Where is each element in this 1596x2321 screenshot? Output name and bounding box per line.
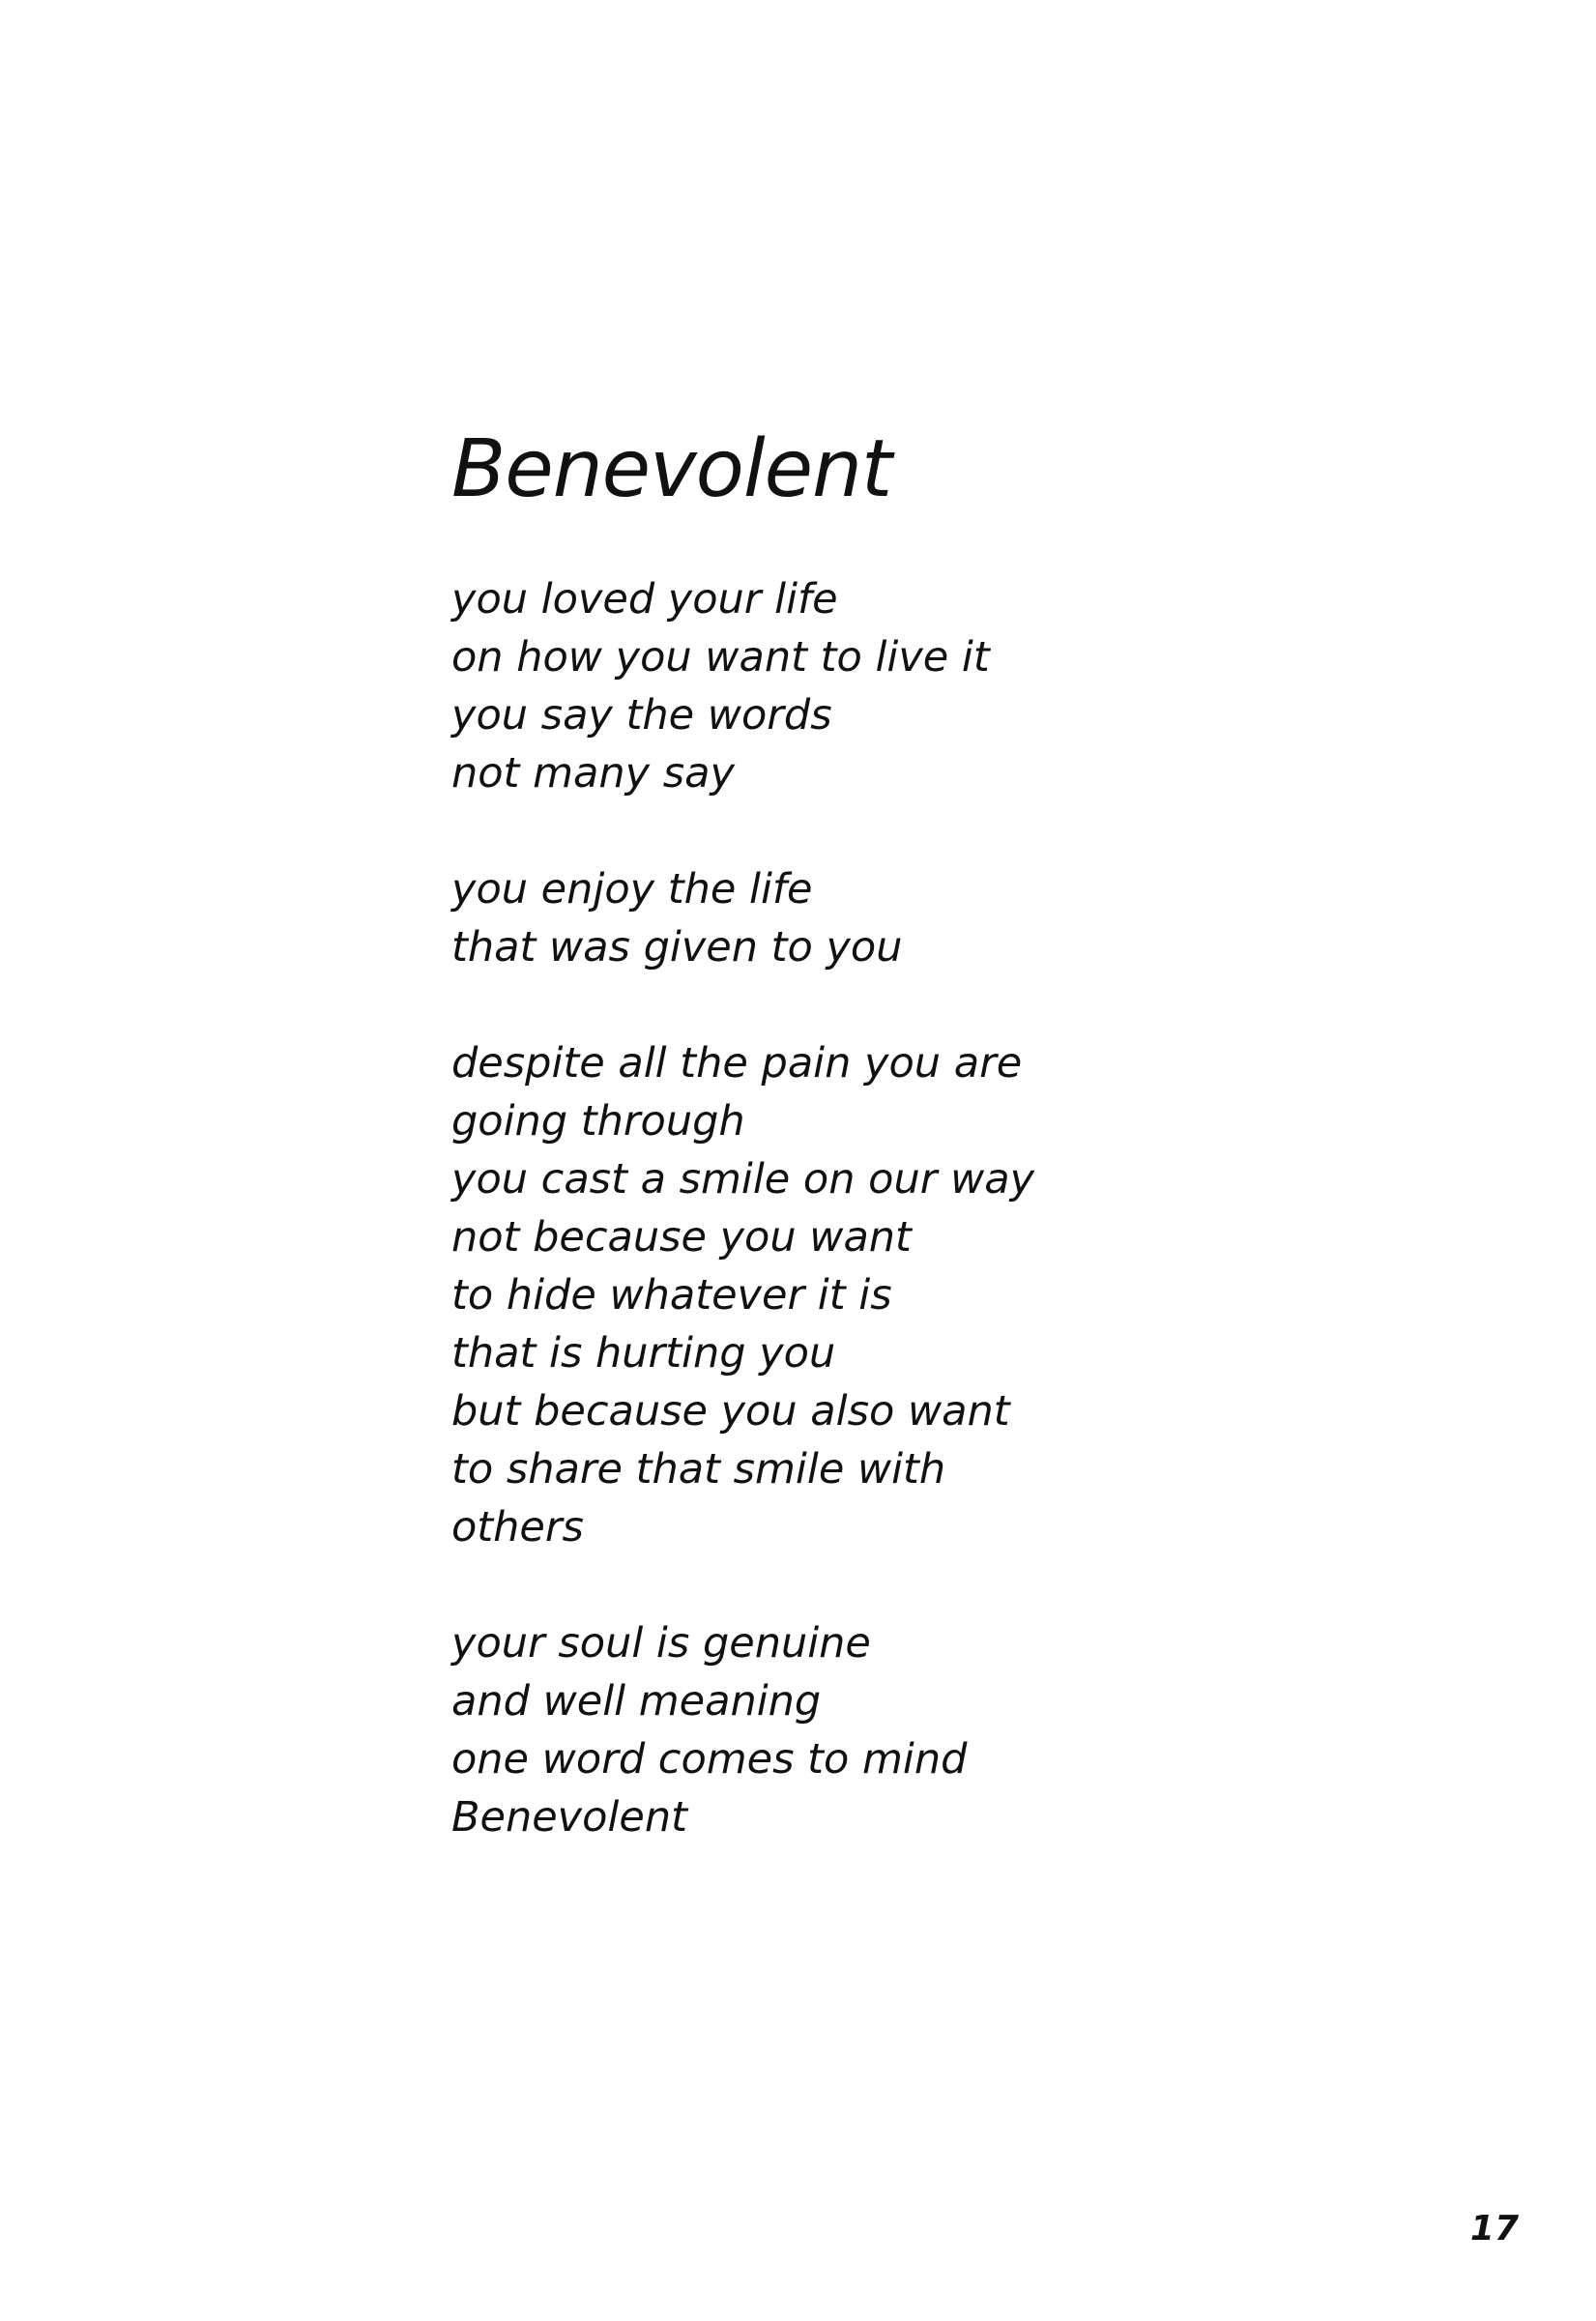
poem-line: but because you also want: [451, 1387, 1010, 1436]
poem: [451, 418, 1321, 1846]
stanza-3: [451, 1034, 1321, 1556]
poem-line: others: [451, 1503, 584, 1552]
poem-line: you say the words: [451, 691, 832, 740]
poem-line: you cast a smile on our way: [451, 1155, 1035, 1204]
poem-line: not many say: [451, 749, 735, 798]
poem-line: to hide whatever it is: [451, 1271, 892, 1320]
poem-line: despite all the pain you are: [451, 1039, 1023, 1088]
poem-line: and well meaning: [451, 1677, 822, 1726]
stanza-1: [451, 570, 1321, 802]
poem-body: [451, 570, 1321, 1846]
poem-title: Benevolent: [451, 423, 892, 515]
poem-line: you loved your life: [451, 575, 838, 624]
poem-line: to share that smile with: [451, 1445, 946, 1494]
page-number: 17: [1469, 2209, 1519, 2248]
poem-line: that is hurting you: [451, 1329, 836, 1378]
poem-line: going through: [451, 1097, 745, 1146]
poem-line: that was given to you: [451, 923, 903, 972]
poem-line: on how you want to live it: [451, 633, 990, 682]
stanza-2: [451, 860, 1321, 976]
stanza-4: [451, 1614, 1321, 1846]
poem-line: you enjoy the life: [451, 865, 813, 914]
poem-line: one word comes to mind: [451, 1735, 968, 1784]
poem-line: not because you want: [451, 1213, 912, 1262]
poem-line: your soul is genuine: [451, 1619, 871, 1668]
poem-line: Benevolent: [451, 1793, 687, 1842]
